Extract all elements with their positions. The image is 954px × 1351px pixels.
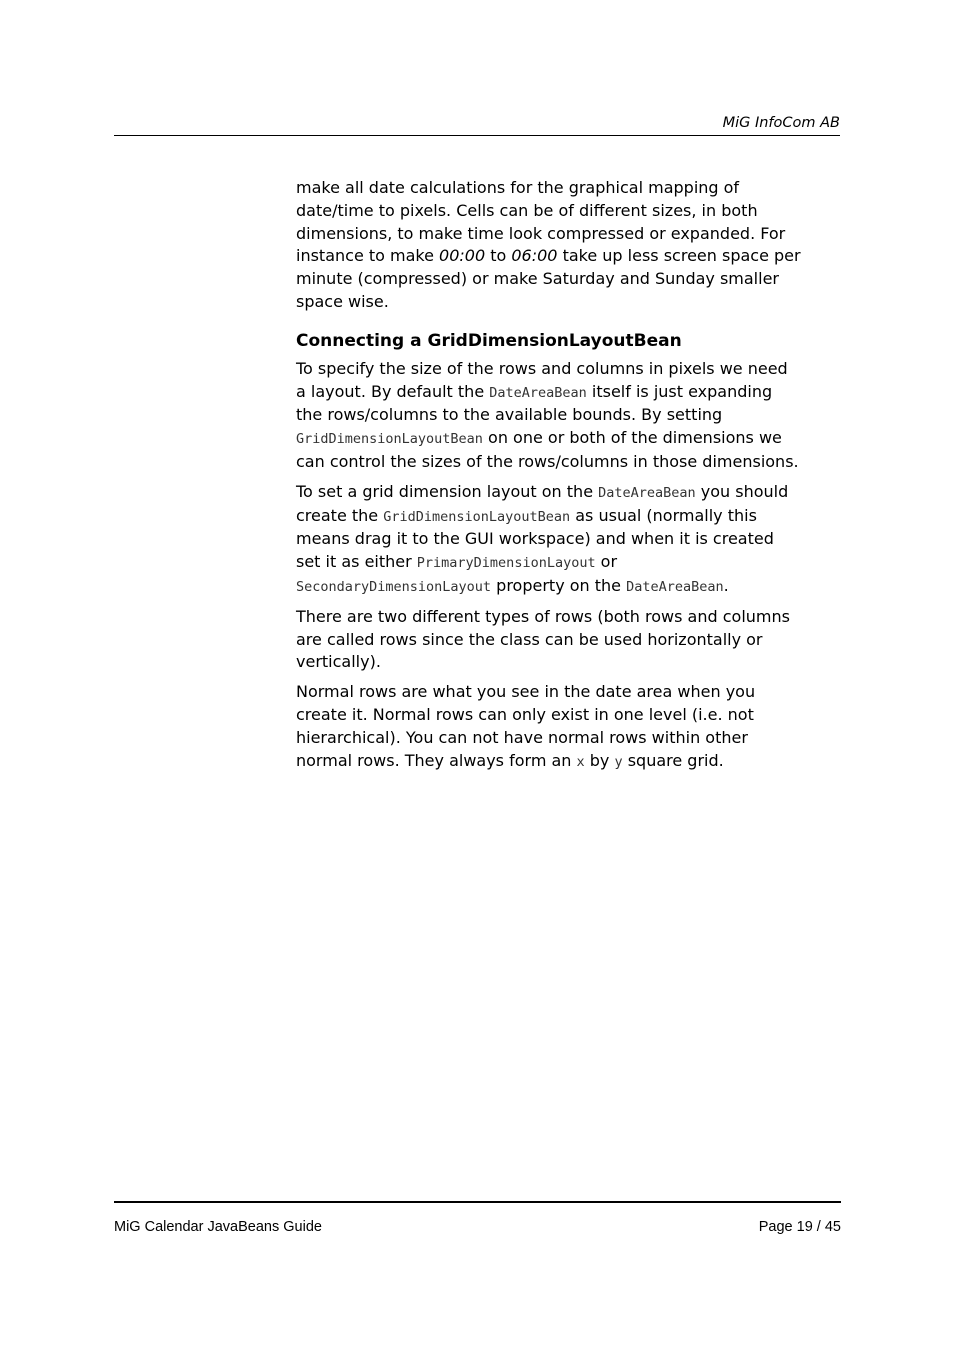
time-example-start: 00:00 xyxy=(439,246,486,266)
text-run: square grid. xyxy=(622,750,724,770)
paragraph-normal-rows xyxy=(296,681,801,773)
header-company-name: MiG InfoCom AB xyxy=(722,115,840,131)
code-term: GridDimensionLayoutBean xyxy=(383,508,571,525)
code-term: DateAreaBean xyxy=(626,578,724,595)
text-run: take up less screen space per minute (compressed) or make Saturday and Sunday smaller space wise. xyxy=(296,246,801,311)
section-heading: Connecting a GridDimensionLayoutBean xyxy=(296,330,682,351)
footer-divider xyxy=(114,1201,841,1203)
text-run: property on the xyxy=(491,575,627,595)
code-term: DateAreaBean xyxy=(489,384,587,401)
page-header xyxy=(114,112,840,136)
text-run: To specify the size of the rows and columns in pixels we need a layout. By default the xyxy=(296,358,788,401)
text-run: to xyxy=(485,246,512,266)
code-term: GridDimensionLayoutBean xyxy=(296,431,483,448)
text-run: . xyxy=(723,575,729,595)
text-run: itself is just expanding the rows/columns to the available bounds. By setting xyxy=(296,381,773,425)
text-run: you should create the xyxy=(296,481,789,525)
text-run: Normal rows are what you see in the date area when you create it. Normal rows can only exist in one level (i.e. not hierarchical). You can not have normal rows within other normal rows. They always form an xyxy=(296,682,756,770)
paragraph-row-types: There are two different types of rows (both rows and columns are called rows since the class can be used horizontally or vertically). xyxy=(296,606,790,672)
text-run: by xyxy=(584,750,615,770)
text-run: To set a grid dimension layout on the xyxy=(296,481,599,501)
text-run: or xyxy=(595,552,618,572)
main-content xyxy=(296,177,801,780)
footer-document-title: MiG Calendar JavaBeans Guide xyxy=(114,1219,322,1235)
paragraph-intro-continuation xyxy=(296,177,801,314)
text-run: as usual (normally this means drag it to the GUI workspace) and when it is created set it as either xyxy=(296,505,774,572)
text-run: make all date calculations for the graphical mapping of date/time to pixels. Cells can be of different sizes, in both dimensions, to make time look compressed or expanded. For instance to make xyxy=(296,178,786,266)
code-term: x xyxy=(576,753,585,770)
code-term: PrimaryDimensionLayout xyxy=(416,555,596,572)
time-example-end: 06:00 xyxy=(511,246,558,266)
text-run: on one or both of the dimensions we can control the sizes of the rows/columns in those dimensions. xyxy=(296,428,799,471)
code-term: y xyxy=(614,753,623,770)
paragraph-set-layout xyxy=(296,481,801,599)
paragraph-layout-intro xyxy=(296,358,801,474)
code-term: SecondaryDimensionLayout xyxy=(296,578,492,595)
footer-page-number: Page 19 / 45 xyxy=(758,1219,841,1235)
code-term: DateAreaBean xyxy=(598,484,696,501)
